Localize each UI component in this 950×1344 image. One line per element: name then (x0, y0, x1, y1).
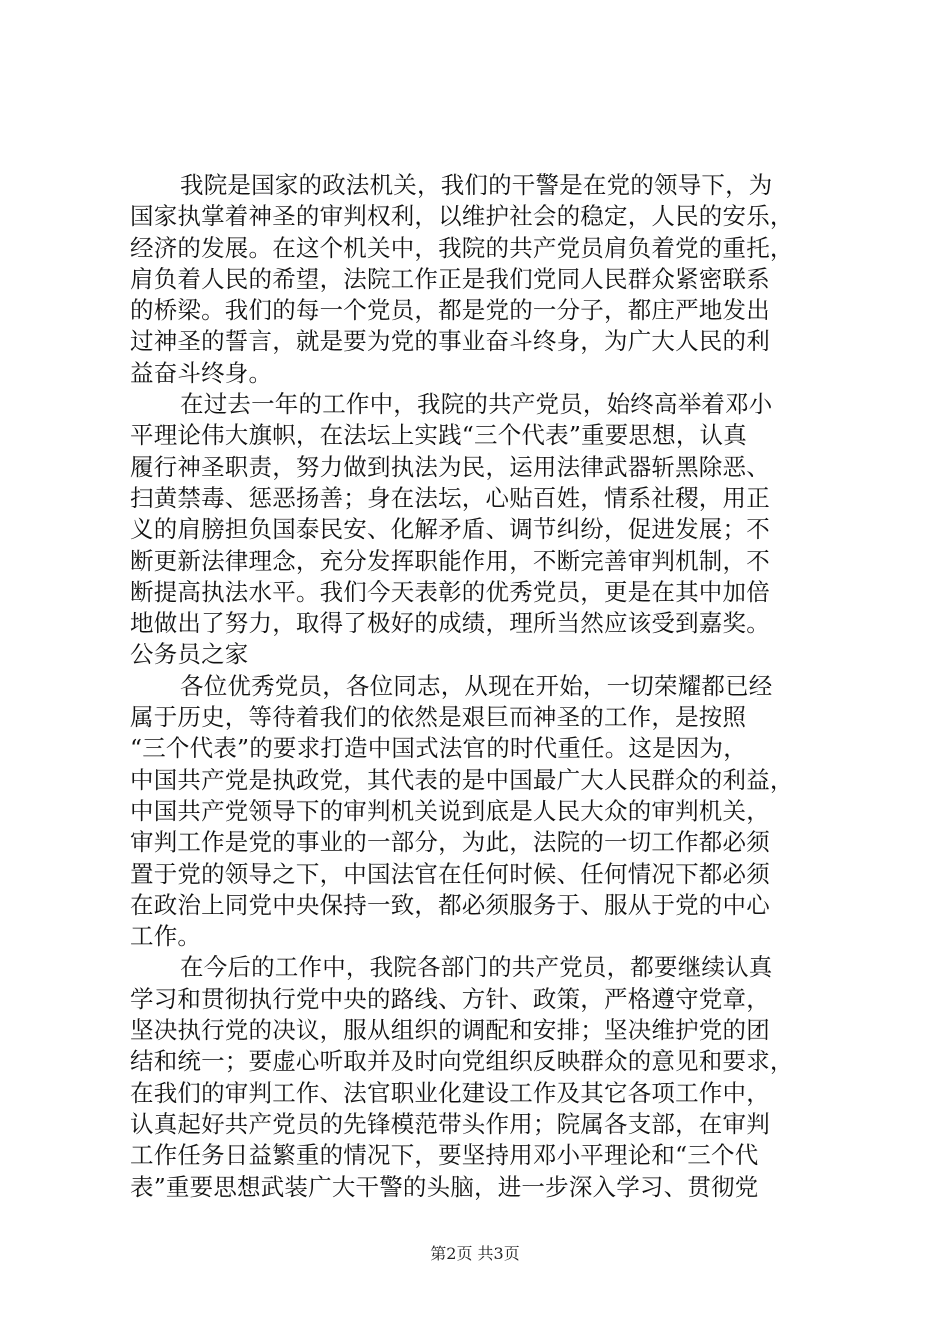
text-line: “三个代表”的要求打造中国式法官的时代重任。这是因为， (130, 734, 747, 763)
text-line: 工作。 (130, 922, 202, 951)
text-line: 肩负着人民的希望，法院工作正是我们党同人民群众紧密联系 (130, 264, 770, 293)
text-line: 益奋斗终身。 (130, 358, 273, 387)
text-line: 断更新法律理念，充分发挥职能作用，不断完善审判机制，不 (130, 546, 770, 575)
text-line: 断提高执法水平。我们今天表彰的优秀党员，更是在其中加倍 (130, 577, 770, 606)
text-line: 学习和贯彻执行党中央的路线、方针、政策，严格遵守党章， (130, 984, 770, 1013)
text-line: 表”重要思想武装广大干警的头脑，进一步深入学习、贯彻党 (130, 1172, 759, 1201)
text-line: 置于党的领导之下，中国法官在任何时候、任何情况下都必须 (130, 859, 770, 888)
text-line: 扫黄禁毒、惩恶扬善；身在法坛，心贴百姓，情系社稷，用正 (130, 483, 770, 512)
text-line: 审判工作是党的事业的一部分，为此，法院的一切工作都必须 (130, 828, 770, 857)
text-line: 义的肩膀担负国泰民安、化解矛盾、调节纠纷，促进发展；不 (130, 515, 770, 544)
text-line: 中国共产党是执政党，其代表的是中国最广大人民群众的利益， (130, 765, 794, 794)
text-line: 平理论伟大旗帜，在法坛上实践“三个代表”重要思想，认真 (130, 421, 747, 450)
paragraph-first-line: 各位优秀党员，各位同志，从现在开始，一切荣耀都已经 (180, 671, 773, 700)
text-line: 中国共产党领导下的审判机关说到底是人民大众的审判机关， (130, 796, 770, 825)
text-line: 工作任务日益繁重的情况下，要坚持用邓小平理论和“三个代 (130, 1141, 759, 1170)
text-line: 在政治上同党中央保持一致，都必须服务于、服从于党的中心 (130, 890, 770, 919)
text-line: 的桥梁。我们的每一个党员，都是党的一分子，都庄严地发出 (130, 296, 770, 325)
text-line: 坚决执行党的决议，服从组织的调配和安排；坚决维护党的团 (130, 1016, 770, 1045)
text-line: 公务员之家 (130, 640, 249, 669)
text-line: 国家执掌着神圣的审判权利，以维护社会的稳定，人民的安乐， (130, 202, 794, 231)
document-body (130, 170, 830, 1203)
text-line: 属于历史，等待着我们的依然是艰巨而神圣的工作，是按照 (130, 703, 747, 732)
paragraph-first-line: 在过去一年的工作中，我院的共产党员，始终高举着邓小 (180, 390, 773, 419)
text-line: 结和统一；要虚心听取并及时向党组织反映群众的意见和要求， (130, 1047, 794, 1076)
text-line: 地做出了努力，取得了极好的成绩，理所当然应该受到嘉奖。 (130, 609, 770, 638)
text-line: 经济的发展。在这个机关中，我院的共产党员肩负着党的重托， (130, 233, 794, 262)
page-footer: 第2页 共3页 (430, 1244, 520, 1263)
text-line: 过神圣的誓言，就是要为党的事业奋斗终身，为广大人民的利 (130, 327, 770, 356)
text-line: 履行神圣职责，努力做到执法为民，运用法律武器斩黑除恶、 (130, 452, 770, 481)
paragraph-first-line: 我院是国家的政法机关，我们的干警是在党的领导下，为 (180, 171, 773, 199)
paragraph-first-line: 在今后的工作中，我院各部门的共产党员，都要继续认真 (180, 953, 773, 982)
text-line: 认真起好共产党员的先锋模范带头作用；院属各支部，在审判 (130, 1109, 770, 1138)
text-line: 在我们的审判工作、法官职业化建设工作及其它各项工作中， (130, 1078, 770, 1107)
